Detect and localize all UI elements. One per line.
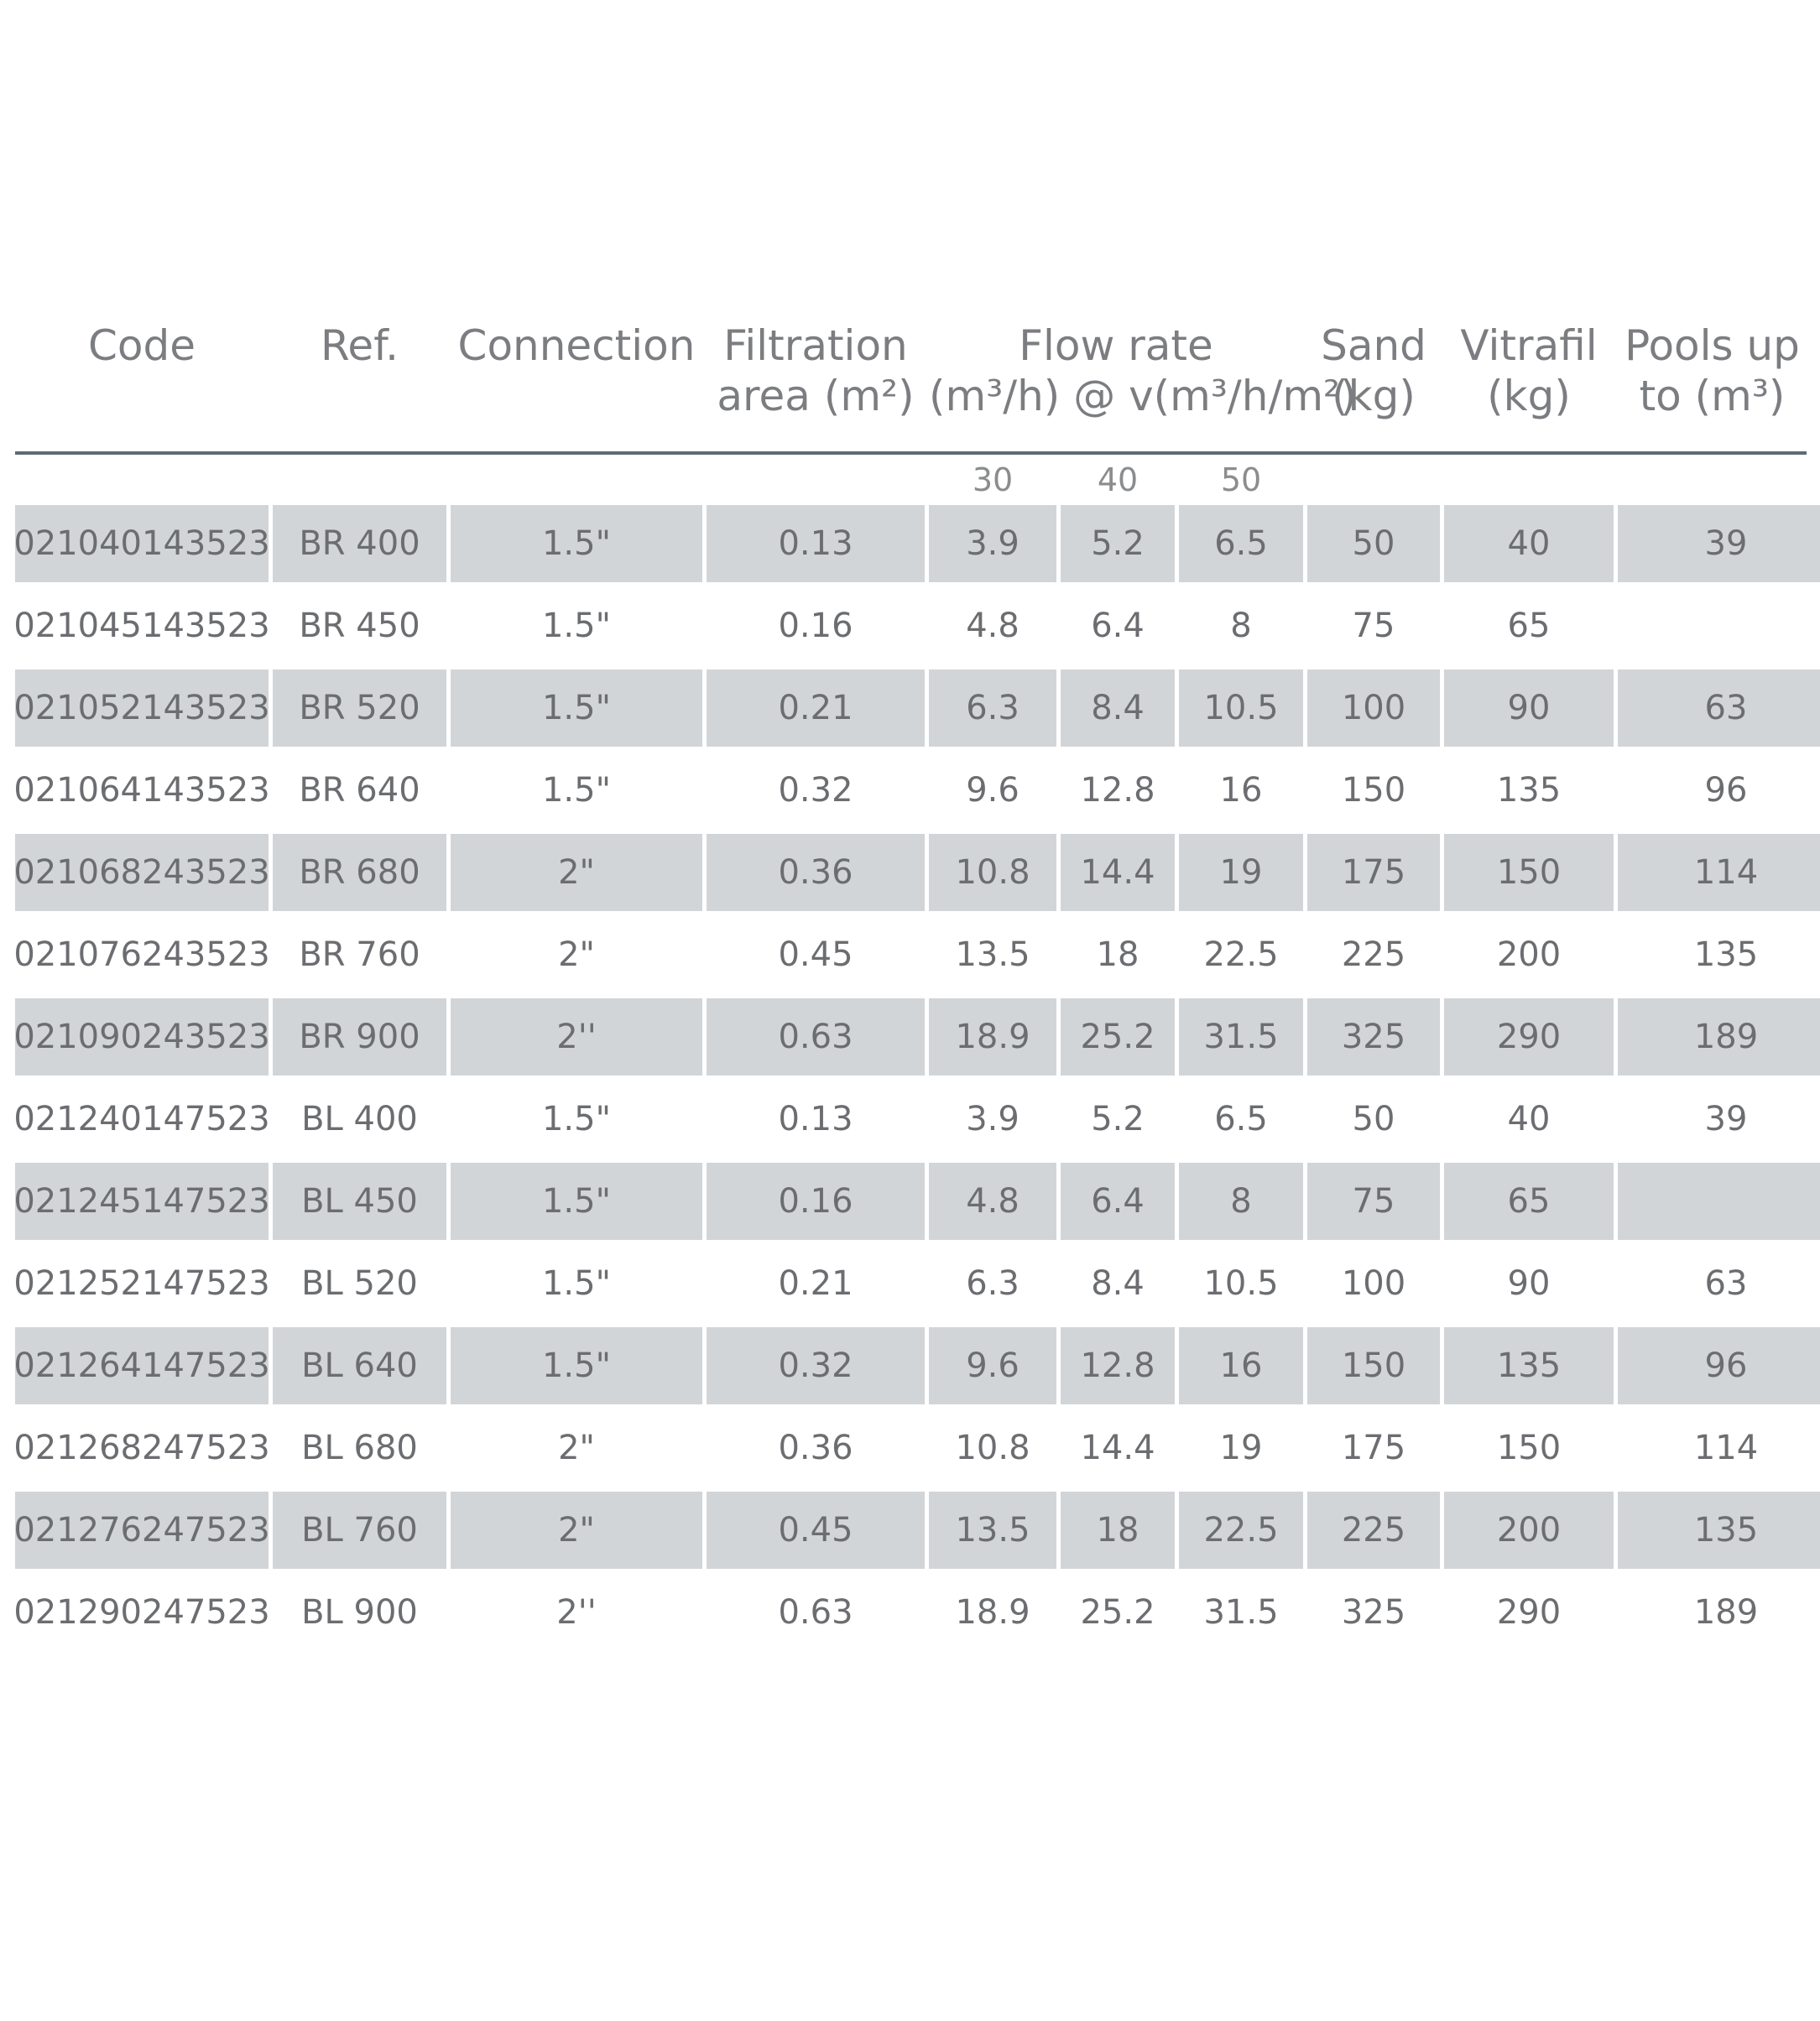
flow-30-cell: 10.8 — [955, 1429, 1030, 1467]
flow-50-cell: 8 — [1230, 607, 1252, 645]
table-row — [15, 1327, 1807, 1404]
table-row — [15, 752, 1807, 829]
flow-40-cell: 12.8 — [1061, 1327, 1175, 1404]
ref-cell: BR 760 — [299, 935, 420, 974]
flow-40-cell: 6.4 — [1091, 607, 1145, 645]
pools-cell: 39 — [1618, 505, 1820, 582]
code-cell: 021040143523 — [15, 505, 269, 582]
code-cell: 021240147523 — [13, 1100, 270, 1138]
table-row — [15, 1081, 1807, 1158]
header-flow-rate — [929, 320, 1357, 421]
table-header — [15, 302, 1807, 455]
header-filtration-area — [707, 320, 925, 421]
vitrafil-cell: 200 — [1496, 935, 1562, 974]
filtration-area-cell: 0.21 — [778, 1264, 853, 1303]
connection-cell: 2" — [558, 935, 595, 974]
header-connection — [451, 320, 702, 371]
flow-30-cell: 6.3 — [929, 669, 1056, 747]
vitrafil-cell: 290 — [1496, 1593, 1562, 1632]
sand-cell: 150 — [1307, 1327, 1440, 1404]
sand-cell: 175 — [1341, 1429, 1406, 1467]
flow-50-cell: 10.5 — [1179, 669, 1303, 747]
sand-cell: 325 — [1341, 1593, 1406, 1632]
connection-cell: 2'' — [556, 1593, 597, 1632]
connection-cell: 2" — [558, 1429, 595, 1467]
header-sand — [1307, 320, 1440, 421]
ref-cell: BR 400 — [273, 505, 446, 582]
flow-30-cell: 10.8 — [929, 834, 1056, 911]
sand-cell: 100 — [1307, 669, 1440, 747]
table-row — [15, 587, 1807, 664]
code-cell: 021290247523 — [13, 1593, 270, 1632]
pools-cell: 96 — [1704, 771, 1748, 810]
code-cell: 021064143523 — [13, 771, 270, 810]
pools-cell: 63 — [1618, 669, 1820, 747]
flow-50-cell: 22.5 — [1203, 935, 1279, 974]
header-vitrafil-line1: Vitrafil — [1460, 321, 1598, 370]
header-ref-label: Ref. — [320, 321, 399, 370]
ref-cell: BR 640 — [299, 771, 420, 810]
pools-cell — [1618, 587, 1820, 664]
code-cell: 021045143523 — [13, 607, 270, 645]
filtration-area-cell: 0.21 — [707, 669, 925, 747]
flow-40-cell: 25.2 — [1061, 998, 1175, 1076]
ref-cell: BL 640 — [273, 1327, 446, 1404]
flow-50-cell: 6.5 — [1179, 505, 1303, 582]
flow-30-cell: 9.6 — [966, 771, 1020, 810]
flow-50-cell: 10.5 — [1203, 1264, 1279, 1303]
ref-cell: BL 760 — [273, 1492, 446, 1569]
header-connection-label: Connection — [457, 321, 696, 370]
vitrafil-cell: 135 — [1496, 771, 1562, 810]
flow-50-cell: 31.5 — [1179, 998, 1303, 1076]
ref-cell: BL 450 — [273, 1163, 446, 1240]
sand-cell: 75 — [1307, 1163, 1440, 1240]
connection-cell: 2" — [451, 1492, 702, 1569]
pools-cell: 189 — [1693, 1593, 1759, 1632]
flow-30-cell: 18.9 — [955, 1593, 1030, 1632]
filtration-area-cell: 0.13 — [778, 1100, 853, 1138]
header-vitrafil — [1444, 320, 1614, 421]
table-row — [15, 1492, 1807, 1569]
code-cell: 021052143523 — [15, 669, 269, 747]
connection-cell: 1.5" — [541, 771, 611, 810]
pools-cell: 135 — [1693, 935, 1759, 974]
code-cell: 021090243523 — [15, 998, 269, 1076]
code-cell: 021076243523 — [13, 935, 270, 974]
flow-30-cell: 6.3 — [966, 1264, 1020, 1303]
header-vitrafil-line2: (kg) — [1487, 372, 1571, 420]
sand-cell: 175 — [1307, 834, 1440, 911]
filtration-area-cell: 0.36 — [778, 1429, 853, 1467]
flow-50-cell: 8 — [1179, 1163, 1303, 1240]
header-pools-line2: to (m³) — [1639, 372, 1786, 420]
flow-40-cell: 18 — [1096, 935, 1139, 974]
flow-30-cell: 18.9 — [929, 998, 1056, 1076]
table-row — [15, 834, 1807, 911]
flow-40-cell: 12.8 — [1080, 771, 1155, 810]
flow-30-cell: 4.8 — [929, 1163, 1056, 1240]
code-cell: 021252147523 — [13, 1264, 270, 1303]
header-sand-line1: Sand — [1321, 321, 1426, 370]
header-pools-line1: Pools up — [1624, 321, 1800, 370]
pools-cell: 39 — [1704, 1100, 1748, 1138]
flow-40-cell: 14.4 — [1061, 834, 1175, 911]
flow-velocity-40: 40 — [1097, 461, 1139, 498]
ref-cell: BL 680 — [301, 1429, 418, 1467]
flow-50-cell: 22.5 — [1179, 1492, 1303, 1569]
vitrafil-cell: 65 — [1507, 607, 1551, 645]
vitrafil-cell: 200 — [1444, 1492, 1614, 1569]
ref-cell: BR 520 — [273, 669, 446, 747]
sand-cell: 225 — [1307, 1492, 1440, 1569]
flow-30-cell: 4.8 — [966, 607, 1020, 645]
sand-cell: 50 — [1307, 505, 1440, 582]
header-filtration-line1: Filtration — [723, 321, 908, 370]
sand-cell: 75 — [1352, 607, 1395, 645]
code-cell: 021276247523 — [15, 1492, 269, 1569]
filtration-area-cell: 0.45 — [707, 1492, 925, 1569]
table-row — [15, 1163, 1807, 1240]
header-ref — [273, 320, 446, 371]
vitrafil-cell: 65 — [1444, 1163, 1614, 1240]
filtration-area-cell: 0.36 — [707, 834, 925, 911]
filtration-area-cell: 0.32 — [778, 771, 853, 810]
ref-cell: BL 900 — [301, 1593, 418, 1632]
header-sand-line2: (kg) — [1332, 372, 1416, 420]
vitrafil-cell: 150 — [1444, 834, 1614, 911]
header-flow-line2: (m³/h) @ v(m³/h/m²) — [929, 372, 1357, 420]
header-code — [15, 320, 269, 371]
flow-40-cell: 5.2 — [1061, 505, 1175, 582]
flow-40-cell: 25.2 — [1080, 1593, 1155, 1632]
flow-30-cell: 13.5 — [929, 1492, 1056, 1569]
connection-cell: 1.5" — [451, 1163, 702, 1240]
code-cell: 021268247523 — [13, 1429, 270, 1467]
flow-40-cell: 6.4 — [1061, 1163, 1175, 1240]
code-cell: 021068243523 — [15, 834, 269, 911]
filter-spec-table — [15, 302, 1807, 1656]
header-divider — [15, 451, 1807, 455]
sand-cell: 100 — [1341, 1264, 1406, 1303]
flow-30-cell: 3.9 — [966, 1100, 1020, 1138]
flow-velocity-30: 30 — [972, 461, 1014, 498]
vitrafil-cell: 290 — [1444, 998, 1614, 1076]
filtration-area-cell: 0.16 — [707, 1163, 925, 1240]
connection-cell: 2" — [451, 834, 702, 911]
connection-cell: 2'' — [451, 998, 702, 1076]
connection-cell: 1.5" — [541, 1100, 611, 1138]
filtration-area-cell: 0.32 — [707, 1327, 925, 1404]
table-row — [15, 505, 1807, 582]
flow-50-cell: 16 — [1179, 1327, 1303, 1404]
connection-cell: 1.5" — [541, 607, 611, 645]
header-pools — [1618, 320, 1807, 421]
header-filtration-line2: area (m²) — [717, 372, 915, 420]
filtration-area-cell: 0.13 — [707, 505, 925, 582]
table-row — [15, 1574, 1807, 1651]
vitrafil-cell: 40 — [1444, 505, 1614, 582]
code-cell: 021245147523 — [15, 1163, 269, 1240]
connection-cell: 1.5" — [451, 1327, 702, 1404]
sand-cell: 150 — [1341, 771, 1406, 810]
flow-40-cell: 14.4 — [1080, 1429, 1155, 1467]
filtration-area-cell: 0.45 — [778, 935, 853, 974]
filtration-area-cell: 0.63 — [707, 998, 925, 1076]
flow-40-cell: 5.2 — [1091, 1100, 1145, 1138]
flow-30-cell: 3.9 — [929, 505, 1056, 582]
pools-cell — [1618, 1163, 1820, 1240]
table-row — [15, 1409, 1807, 1487]
ref-cell: BR 450 — [299, 607, 420, 645]
vitrafil-cell: 90 — [1507, 1264, 1551, 1303]
ref-cell: BL 520 — [301, 1264, 418, 1303]
flow-40-cell: 8.4 — [1061, 669, 1175, 747]
table-row — [15, 669, 1807, 747]
table-body — [15, 505, 1807, 1651]
flow-40-cell: 18 — [1061, 1492, 1175, 1569]
filtration-area-cell: 0.16 — [778, 607, 853, 645]
pools-cell: 63 — [1704, 1264, 1748, 1303]
table-row — [15, 916, 1807, 993]
flow-rate-subheader — [15, 455, 1807, 505]
code-cell: 021264147523 — [15, 1327, 269, 1404]
flow-50-cell: 19 — [1219, 1429, 1263, 1467]
table-row — [15, 1245, 1807, 1322]
filtration-area-cell: 0.63 — [778, 1593, 853, 1632]
flow-30-cell: 13.5 — [955, 935, 1030, 974]
connection-cell: 1.5" — [451, 505, 702, 582]
vitrafil-cell: 40 — [1507, 1100, 1551, 1138]
sand-cell: 225 — [1341, 935, 1406, 974]
pools-cell: 135 — [1618, 1492, 1820, 1569]
header-code-label: Code — [87, 321, 196, 370]
pools-cell: 114 — [1693, 1429, 1759, 1467]
connection-cell: 1.5" — [451, 669, 702, 747]
connection-cell: 1.5" — [541, 1264, 611, 1303]
flow-50-cell: 16 — [1219, 771, 1263, 810]
pools-cell: 114 — [1618, 834, 1820, 911]
flow-50-cell: 19 — [1179, 834, 1303, 911]
header-flow-line1: Flow rate — [1019, 321, 1213, 370]
flow-30-cell: 9.6 — [929, 1327, 1056, 1404]
table-row — [15, 998, 1807, 1076]
flow-50-cell: 31.5 — [1203, 1593, 1279, 1632]
vitrafil-cell: 150 — [1496, 1429, 1562, 1467]
sand-cell: 325 — [1307, 998, 1440, 1076]
ref-cell: BL 400 — [301, 1100, 418, 1138]
ref-cell: BR 900 — [273, 998, 446, 1076]
flow-50-cell: 6.5 — [1214, 1100, 1268, 1138]
flow-velocity-50: 50 — [1220, 461, 1262, 498]
vitrafil-cell: 90 — [1444, 669, 1614, 747]
ref-cell: BR 680 — [273, 834, 446, 911]
pools-cell: 189 — [1618, 998, 1820, 1076]
pools-cell: 96 — [1618, 1327, 1820, 1404]
flow-40-cell: 8.4 — [1091, 1264, 1145, 1303]
sand-cell: 50 — [1352, 1100, 1395, 1138]
vitrafil-cell: 135 — [1444, 1327, 1614, 1404]
